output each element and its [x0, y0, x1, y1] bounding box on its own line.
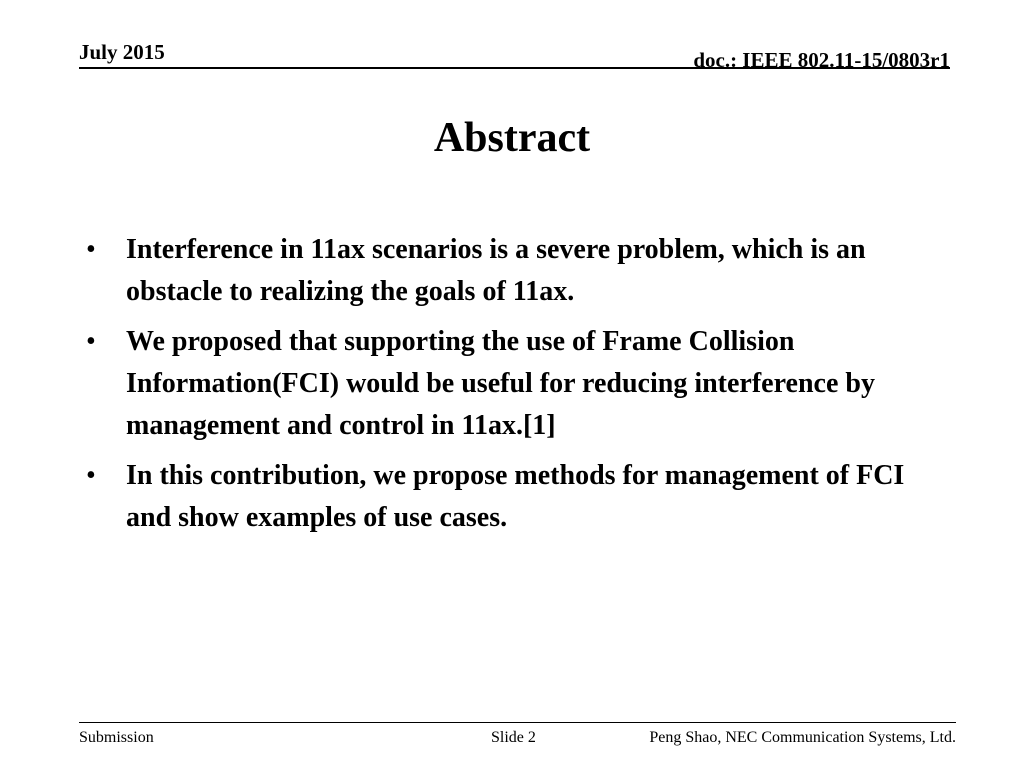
footer-submission: Submission	[79, 729, 154, 746]
slide-number: Slide 2	[491, 729, 536, 746]
bullet-item	[80, 455, 920, 539]
bullet-icon: •	[86, 234, 96, 265]
footer-author: Peng Shao, NEC Communication Systems, Ltd.	[649, 729, 956, 746]
bullet-icon: •	[86, 460, 96, 491]
document-id: doc.: IEEE 802.11-15/0803r1	[693, 48, 950, 72]
header-divider	[79, 67, 950, 69]
bullet-text: Interference in 11ax scenarios is a severe problem, which is an obstacle to realizing the goals of 11ax.	[126, 234, 866, 307]
bullet-item	[80, 229, 920, 313]
bullet-icon: •	[86, 326, 96, 357]
bullet-text: In this contribution, we propose methods for management of FCI and show examples of use cases.	[126, 460, 905, 533]
footer-divider	[79, 722, 956, 723]
slide-title: Abstract	[433, 115, 591, 161]
bullet-list	[80, 229, 920, 547]
bullet-text: We proposed that supporting the use of Frame Collision Information(FCI) would be useful for reducing interference by management and control in 11ax.[1]	[126, 326, 875, 441]
header-date: July 2015	[79, 40, 165, 64]
bullet-item	[80, 321, 920, 447]
